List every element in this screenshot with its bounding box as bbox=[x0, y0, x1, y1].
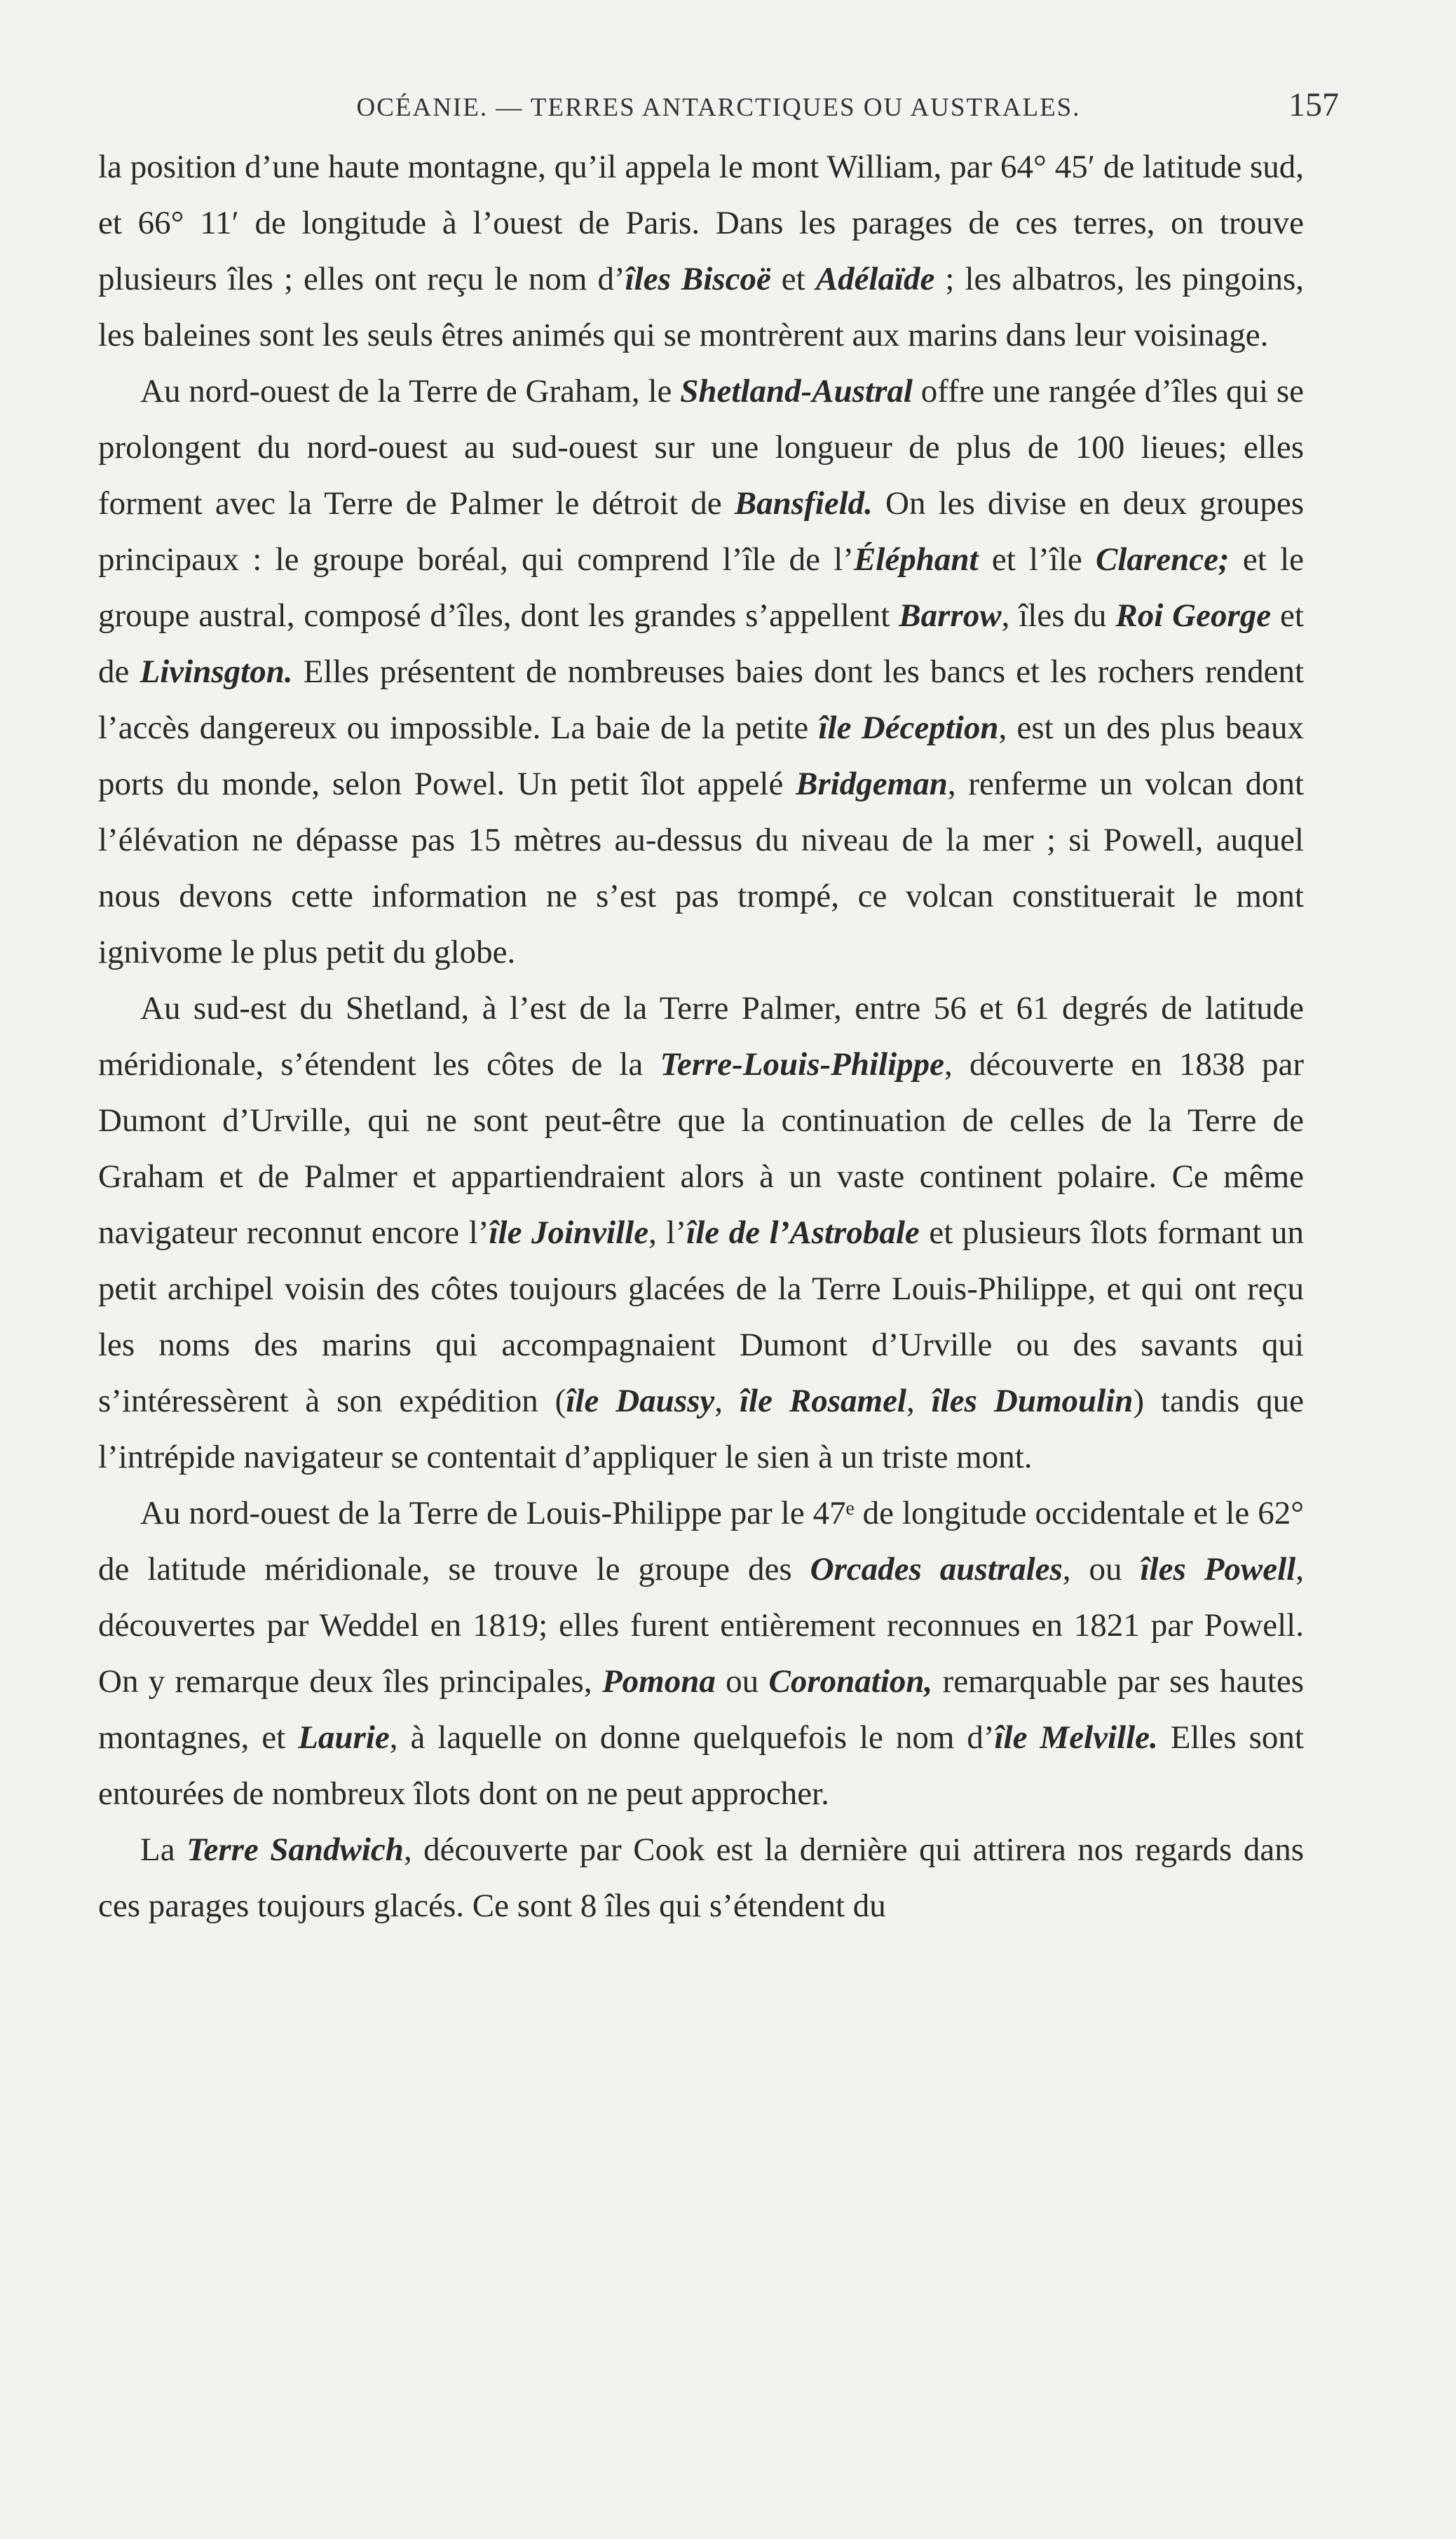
paragraph bbox=[98, 363, 1304, 980]
place-name: île de l’Astrobale bbox=[686, 1214, 920, 1251]
text-segment: ; les albatros, les pingoins, les baleines sont les seuls êtres animés qui se montrèrent aux marins dans leur voisinage. bbox=[98, 261, 1305, 353]
place-name: Roi George bbox=[1115, 597, 1272, 634]
place-name: île Rosamel bbox=[739, 1383, 906, 1419]
text-segment: , ou bbox=[1062, 1551, 1141, 1587]
text-segment: , bbox=[906, 1383, 932, 1419]
place-name: îles Dumoulin bbox=[931, 1383, 1134, 1419]
paragraph bbox=[98, 1485, 1304, 1822]
place-name: Bridgeman bbox=[796, 766, 948, 802]
place-name: Pomona bbox=[601, 1663, 716, 1700]
text-segment: , îles du bbox=[1001, 597, 1116, 634]
text-segment: Elles présentent de nombreuses baies dont les bancs et les rochers rendent l’accès dangereux ou impossible. La baie de la petite bbox=[98, 654, 1304, 746]
place-name: Terre-Louis-Philippe bbox=[660, 1046, 945, 1083]
body-text bbox=[98, 139, 1304, 1934]
text-segment: et bbox=[770, 261, 816, 297]
text-segment: , découvertes par Weddel en 1819; elles furent entièrement reconnues en 1821 par Powell. On y remarque deux îles principales, bbox=[98, 1551, 1304, 1700]
place-name: Adélaïde bbox=[815, 261, 935, 297]
text-segment: offre une rangée d’îles qui se prolongent du nord-ouest au sud-ouest sur une longueur de plus de 100 lieues; elles forment avec la Terre de Palmer le détroit de bbox=[98, 373, 1304, 522]
place-name: Bansfield. bbox=[734, 485, 873, 522]
text-segment: Au nord-ouest de la Terre de Louis-Philippe par le 47ᵉ de longitude occidentale et le 62° de latitude méridionale, se trouve le groupe des bbox=[98, 1495, 1304, 1587]
place-name: île Joinville bbox=[489, 1214, 649, 1251]
place-name: île Melville. bbox=[994, 1719, 1158, 1756]
text-segment: et l’île bbox=[978, 541, 1096, 578]
place-name: île Déception bbox=[818, 710, 999, 746]
text-segment: , à laquelle on donne quelquefois le nom d’ bbox=[389, 1719, 995, 1756]
text-segment: La bbox=[140, 1832, 187, 1868]
place-name: Shetland-Austral bbox=[680, 373, 913, 409]
text-segment: ) tandis que l’intrépide navigateur se contentait d’appliquer le sien à un triste mont. bbox=[98, 1383, 1305, 1475]
place-name: Laurie bbox=[298, 1719, 390, 1756]
place-name: Livinsgton. bbox=[140, 654, 293, 690]
place-name: Éléphant bbox=[853, 541, 979, 578]
text-segment: , est un des plus beaux ports du monde, selon Powel. Un petit îlot appelé bbox=[98, 710, 1304, 802]
text-segment: la position d’une haute montagne, qu’il appela le mont William, par 64° 45′ de latitude sud, et 66° 11′ de longitude à l’ouest de Paris. Dans les parages de ces terres, on trouve plusieurs îles ; elles ont reçu le nom d’ bbox=[98, 149, 1304, 297]
text-segment: , bbox=[714, 1383, 740, 1419]
place-name: îles Biscoë bbox=[625, 261, 771, 297]
place-name: îles Powell bbox=[1140, 1551, 1296, 1587]
running-title: OCÉANIE. — TERRES ANTARCTIQUES OU AUSTRALES. bbox=[356, 93, 1081, 122]
place-name: Terre Sandwich bbox=[186, 1832, 404, 1868]
place-name: île Daussy bbox=[566, 1383, 715, 1419]
text-segment: , renferme un volcan dont l’élévation ne dépasse pas 15 mètres au-dessus du niveau de la mer ; si Powell, auquel nous devons cette information ne s’est pas trompé, ce volcan constituerait le mont ignivome le plus petit du globe. bbox=[98, 766, 1305, 970]
place-name: Clarence; bbox=[1096, 541, 1230, 578]
text-segment: et plusieurs îlots formant un petit archipel voisin des côtes toujours glacées de la Terre Louis-Philippe, et qui ont reçu les noms des marins qui accompagnaient Dumont d’Urville ou des savants qui s’intéressèrent à son expédition ( bbox=[98, 1214, 1305, 1419]
paragraph bbox=[98, 980, 1304, 1485]
text-segment: On les divise en deux groupes principaux : le groupe boréal, qui comprend l’île de l’ bbox=[98, 485, 1304, 578]
text-segment: Au nord-ouest de la Terre de Graham, le bbox=[140, 373, 681, 409]
text-segment: et le groupe austral, composé d’îles, dont les grandes s’appellent bbox=[98, 541, 1304, 634]
place-name: Orcades australes bbox=[810, 1551, 1063, 1587]
page-number: 157 bbox=[1288, 86, 1339, 123]
place-name: Coronation, bbox=[768, 1663, 933, 1700]
paragraph bbox=[98, 139, 1304, 363]
text-segment: ou bbox=[715, 1663, 769, 1700]
text-segment: Au sud-est du Shetland, à l’est de la Terre Palmer, entre 56 et 61 degrés de latitude méridionale, s’étendent les côtes de la bbox=[98, 990, 1304, 1083]
paragraph bbox=[98, 1822, 1304, 1934]
place-name: Barrow bbox=[899, 597, 1002, 634]
text-segment: , l’ bbox=[648, 1214, 687, 1251]
running-head bbox=[98, 86, 1339, 135]
text-segment: , découverte par Cook est la dernière qui attirera nos regards dans ces parages toujours glacés. Ce sont 8 îles qui s’étendent du bbox=[98, 1832, 1304, 1924]
text-segment: Elles sont entourées de nombreux îlots dont on ne peut approcher. bbox=[98, 1719, 1304, 1812]
text-segment: , découverte en 1838 par Dumont d’Urville, qui ne sont peut-être que la continuation de celles de la Terre de Graham et de Palmer et appartiendraient alors à un vaste continent polaire. Ce même navigateur reconnut encore l’ bbox=[98, 1046, 1305, 1251]
text-segment: remarquable par ses hautes montagnes, et bbox=[98, 1663, 1305, 1756]
text-segment: et de bbox=[98, 597, 1304, 690]
